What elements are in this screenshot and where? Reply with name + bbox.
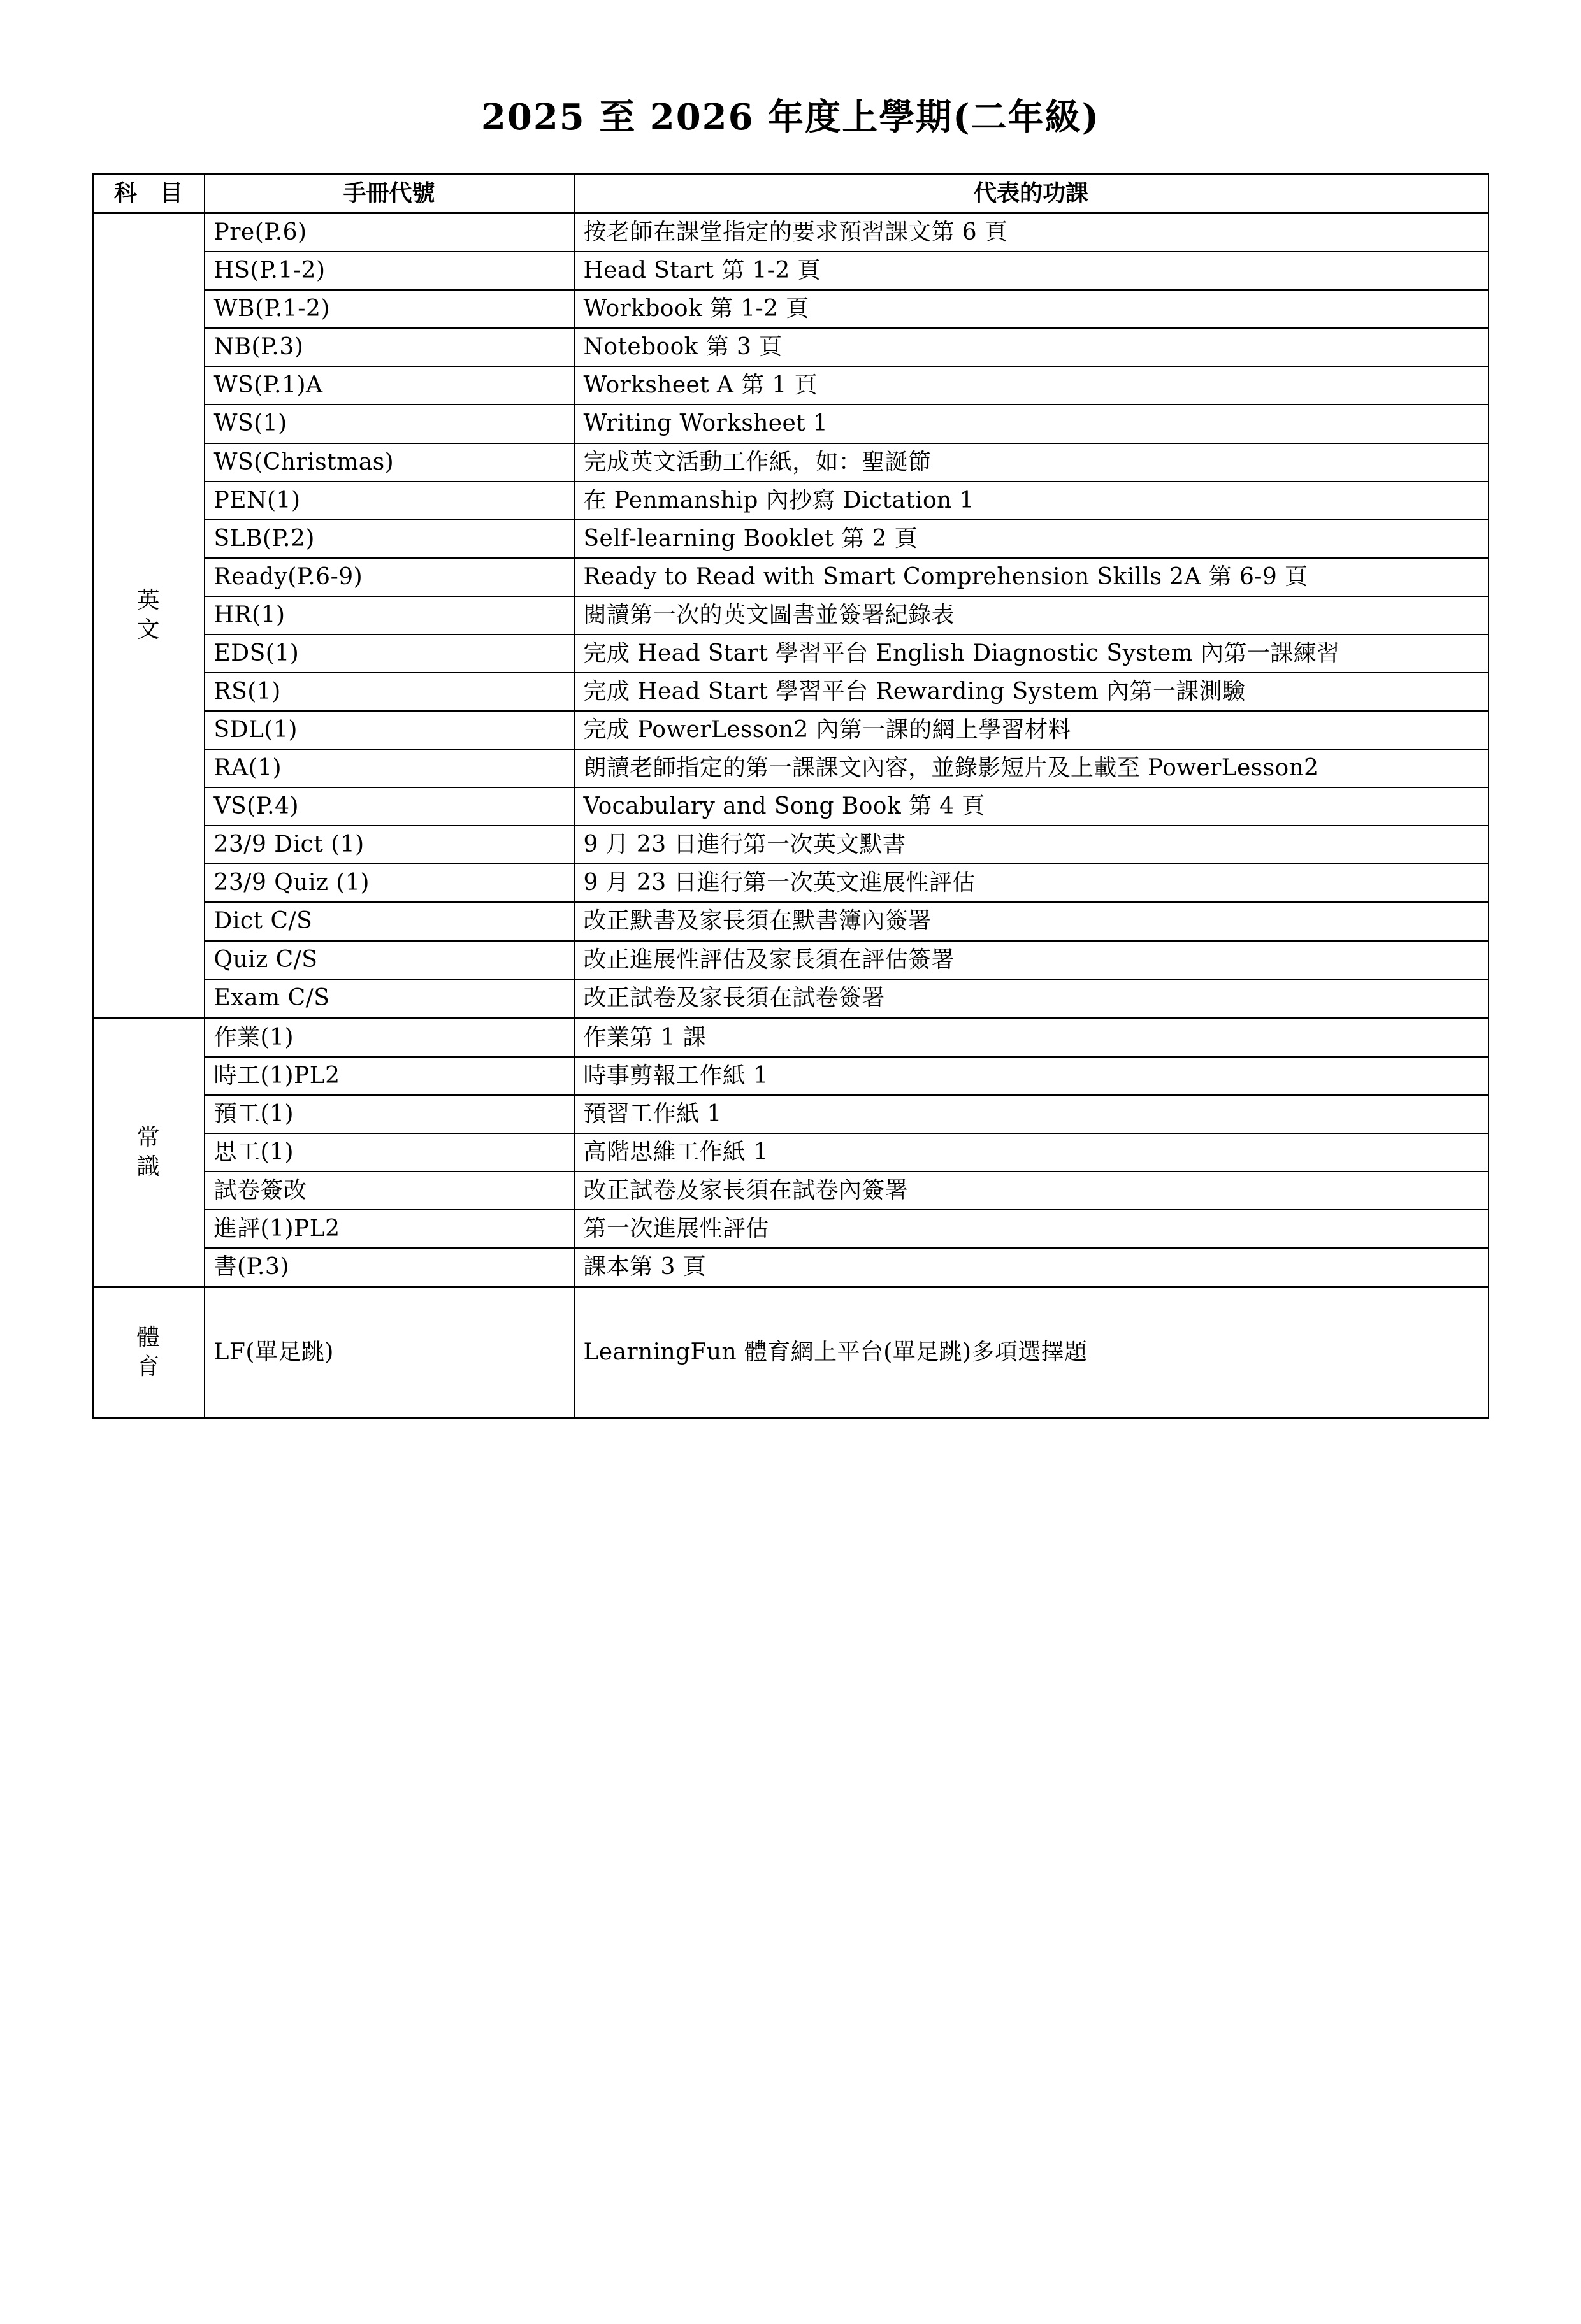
description-cell: 作業第 1 課: [574, 1018, 1489, 1057]
code-cell: Ready(P.6-9): [205, 558, 574, 596]
subject-label-line2: 識: [136, 1153, 161, 1180]
subject-label-line1: 體: [136, 1324, 161, 1351]
table-row: [93, 864, 1489, 902]
table-row: [93, 328, 1489, 366]
code-cell: HR(1): [205, 596, 574, 635]
code-cell: 思工(1): [205, 1133, 574, 1172]
code-cell: WS(1): [205, 405, 574, 443]
code-cell: 作業(1): [205, 1018, 574, 1057]
subject-label-line1: 常: [136, 1124, 161, 1151]
table-row: [93, 482, 1489, 520]
table-row: [93, 1210, 1489, 1248]
table-row: [93, 290, 1489, 328]
description-cell: 高階思維工作紙 1: [574, 1133, 1489, 1172]
table-row: [93, 1248, 1489, 1287]
table-row: [93, 826, 1489, 864]
code-cell: WS(P.1)A: [205, 366, 574, 405]
column-header-subject: 科 目: [93, 174, 205, 213]
table-row: [93, 635, 1489, 673]
code-cell: SLB(P.2): [205, 520, 574, 558]
table-row: [93, 787, 1489, 826]
code-cell: SDL(1): [205, 711, 574, 749]
description-cell: 課本第 3 頁: [574, 1248, 1489, 1287]
description-cell: 改正試卷及家長須在試卷簽署: [574, 979, 1489, 1018]
table-row: [93, 366, 1489, 405]
code-cell: NB(P.3): [205, 328, 574, 366]
code-cell: EDS(1): [205, 635, 574, 673]
description-cell: 完成 Head Start 學習平台 Rewarding System 內第一課測驗: [574, 673, 1489, 711]
description-cell: 閱讀第一次的英文圖書並簽署紀錄表: [574, 596, 1489, 635]
description-cell: Ready to Read with Smart Comprehension Skills 2A 第 6-9 頁: [574, 558, 1489, 596]
description-cell: 9 月 23 日進行第一次英文默書: [574, 826, 1489, 864]
code-cell: HS(P.1-2): [205, 252, 574, 290]
table-row: [93, 1287, 1489, 1418]
page-title: 2025 至 2026 年度上學期(二年級): [480, 96, 1101, 138]
table-row: [93, 941, 1489, 979]
description-cell: 完成英文活動工作紙，如：聖誕節: [574, 443, 1489, 482]
table-header-row: [93, 174, 1489, 213]
subject-block-physical-education: [93, 1287, 1489, 1418]
description-cell: 完成 PowerLesson2 內第一課的網上學習材料: [574, 711, 1489, 749]
table-row: [93, 405, 1489, 443]
code-cell: RA(1): [205, 749, 574, 787]
table-row: [93, 1095, 1489, 1133]
subject-label-line2: 育: [136, 1354, 161, 1381]
homework-code-table: [92, 173, 1489, 1419]
table-row: [93, 443, 1489, 482]
code-cell: WB(P.1-2): [205, 290, 574, 328]
description-cell: Worksheet A 第 1 頁: [574, 366, 1489, 405]
description-cell: 9 月 23 日進行第一次英文進展性評估: [574, 864, 1489, 902]
subject-block-english: [93, 213, 1489, 1018]
subject-cell-general-studies: [93, 1018, 205, 1288]
subject-cell-english: [93, 213, 205, 1018]
code-cell: 時工(1)PL2: [205, 1057, 574, 1095]
code-cell: 23/9 Quiz (1): [205, 864, 574, 902]
table-row: [93, 596, 1489, 635]
table-row: [93, 902, 1489, 940]
table-row: [93, 673, 1489, 711]
code-cell: 進評(1)PL2: [205, 1210, 574, 1248]
table-row: [93, 1133, 1489, 1172]
code-cell: PEN(1): [205, 482, 574, 520]
description-cell: 預習工作紙 1: [574, 1095, 1489, 1133]
description-cell: 按老師在課堂指定的要求預習課文第 6 頁: [574, 213, 1489, 252]
code-cell: 預工(1): [205, 1095, 574, 1133]
code-cell: Dict C/S: [205, 902, 574, 940]
description-cell: 完成 Head Start 學習平台 English Diagnostic System 內第一課練習: [574, 635, 1489, 673]
subject-label-line2: 文: [136, 616, 161, 643]
description-cell: Head Start 第 1-2 頁: [574, 252, 1489, 290]
code-cell: Pre(P.6): [205, 213, 574, 252]
table-row: [93, 558, 1489, 596]
code-cell: LF(單足跳): [205, 1287, 574, 1418]
code-cell: Quiz C/S: [205, 941, 574, 979]
table-row: [93, 213, 1489, 252]
description-cell: 改正進展性評估及家長須在評估簽署: [574, 941, 1489, 979]
description-cell: Vocabulary and Song Book 第 4 頁: [574, 787, 1489, 826]
description-cell: Writing Worksheet 1: [574, 405, 1489, 443]
description-cell: 朗讀老師指定的第一課課文內容，並錄影短片及上載至 PowerLesson2: [574, 749, 1489, 787]
table-row: [93, 1018, 1489, 1057]
description-cell: 改正試卷及家長須在試卷內簽署: [574, 1172, 1489, 1210]
table-row: [93, 520, 1489, 558]
code-cell: Exam C/S: [205, 979, 574, 1018]
code-cell: 書(P.3): [205, 1248, 574, 1287]
column-header-description: 代表的功課: [574, 174, 1489, 213]
table-row: [93, 1172, 1489, 1210]
table-row: [93, 749, 1489, 787]
description-cell: 時事剪報工作紙 1: [574, 1057, 1489, 1095]
table-header: [93, 174, 1489, 213]
table-row: [93, 1057, 1489, 1095]
code-cell: 23/9 Dict (1): [205, 826, 574, 864]
description-cell: Notebook 第 3 頁: [574, 328, 1489, 366]
description-cell: 在 Penmanship 內抄寫 Dictation 1: [574, 482, 1489, 520]
subject-label-line1: 英: [136, 587, 161, 613]
description-cell: LearningFun 體育網上平台(單足跳)多項選擇題: [574, 1287, 1489, 1418]
code-cell: 試卷簽改: [205, 1172, 574, 1210]
description-cell: 第一次進展性評估: [574, 1210, 1489, 1248]
code-cell: WS(Christmas): [205, 443, 574, 482]
description-cell: Workbook 第 1-2 頁: [574, 290, 1489, 328]
subject-cell-physical-education: [93, 1287, 205, 1418]
table-row: [93, 252, 1489, 290]
column-header-code: 手冊代號: [205, 174, 574, 213]
description-cell: Self-learning Booklet 第 2 頁: [574, 520, 1489, 558]
document-page: [0, 89, 1581, 2324]
description-cell: 改正默書及家長須在默書簿內簽署: [574, 902, 1489, 940]
code-cell: VS(P.4): [205, 787, 574, 826]
subject-block-general-studies: [93, 1018, 1489, 1288]
table-row: [93, 711, 1489, 749]
table-row: [93, 979, 1489, 1018]
code-cell: RS(1): [205, 673, 574, 711]
